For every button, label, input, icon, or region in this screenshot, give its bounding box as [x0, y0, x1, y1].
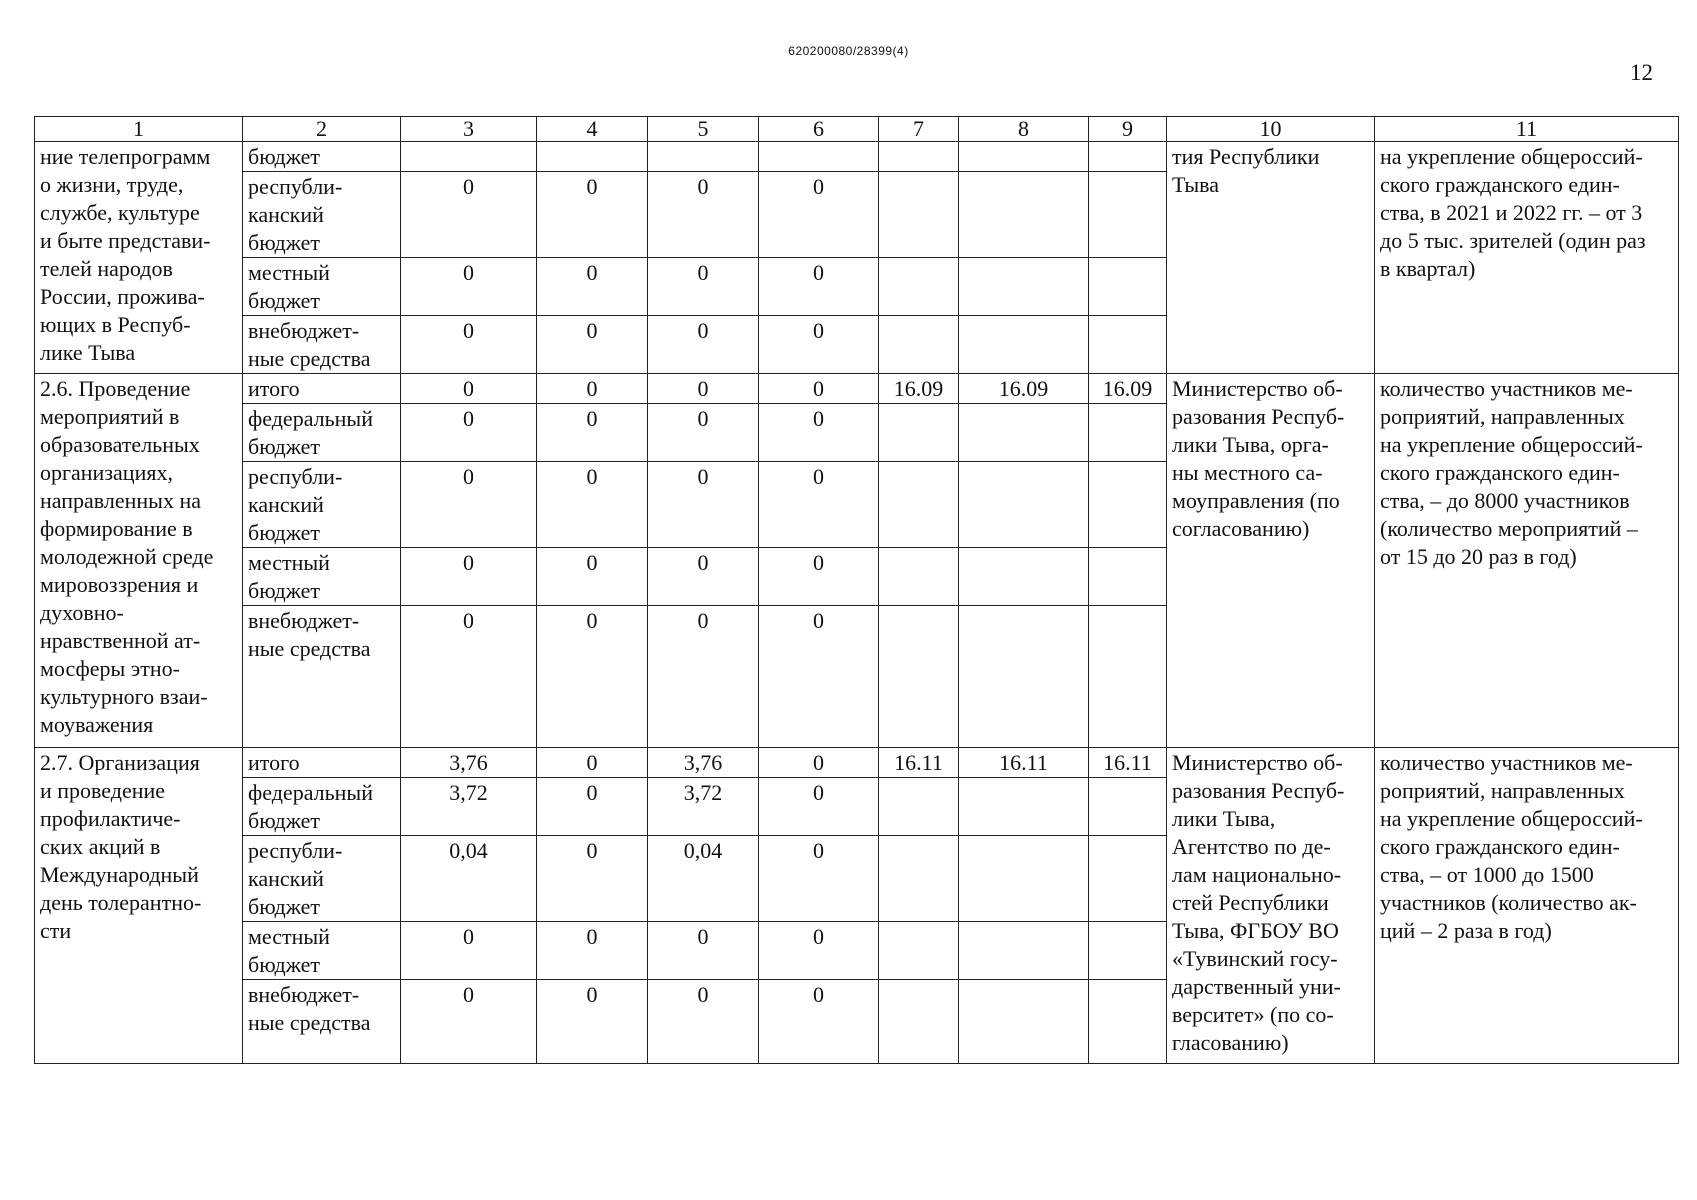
value-cell: 3,72: [648, 778, 759, 836]
value-cell: 0: [401, 606, 537, 748]
column-header-row: [35, 117, 1679, 142]
column-header: 7: [879, 117, 959, 142]
empty-cell: [959, 980, 1089, 1064]
value-cell: 0: [537, 778, 648, 836]
value-cell: 0: [401, 258, 537, 316]
funding-source: итого: [243, 748, 401, 778]
value-cell: 0: [401, 404, 537, 462]
page-number: 12: [1630, 60, 1653, 85]
value-cell: 0: [759, 922, 879, 980]
value-cell: 0: [648, 404, 759, 462]
activity-description: ние телепрограмм о жизни, труде, службе, культуре и быте представи- телей народов России, прожива- ющих в Респуб- лике Тыва: [35, 142, 243, 374]
value-cell: 0: [537, 548, 648, 606]
funding-source: внебюджет- ные средства: [243, 980, 401, 1064]
value-cell: 0: [648, 922, 759, 980]
value-cell: 0: [759, 548, 879, 606]
empty-cell: [879, 316, 959, 374]
empty-cell: [879, 836, 959, 922]
value-cell: 3,76: [648, 748, 759, 778]
value-cell: 0: [401, 172, 537, 258]
column-header: 8: [959, 117, 1089, 142]
program-table: [34, 116, 1679, 1064]
funding-source: республи- канский бюджет: [243, 462, 401, 548]
value-cell: 0: [537, 980, 648, 1064]
target-column-8: 16.09: [959, 374, 1089, 404]
value-cell: 0: [537, 316, 648, 374]
empty-cell: [879, 922, 959, 980]
value-cell: 0: [537, 748, 648, 778]
empty-cell: [1089, 606, 1167, 748]
document-id: 620200080/28399(4): [788, 44, 909, 58]
executor: Министерство об- разования Респуб- лики Тыва, Агентство по де- лам национально- стей Республики Тыва, ФГБОУ ВО «Тувинский госу- дарственный уни- верситет» (по со- гласованию): [1167, 748, 1375, 1064]
indicator: количество участников ме- роприятий, направленных на укрепление общероссий- ского гражданского един- ства, – до 8000 участников (количество мероприятий – от 15 до 20 раз в год): [1375, 374, 1679, 748]
empty-cell: [759, 142, 879, 172]
value-cell: 0: [648, 462, 759, 548]
empty-cell: [879, 172, 959, 258]
value-cell: 0: [537, 404, 648, 462]
value-cell: 0: [759, 980, 879, 1064]
funding-source: федеральный бюджет: [243, 778, 401, 836]
value-cell: 3,72: [401, 778, 537, 836]
activity-description: 2.6. Проведение мероприятий в образовательных организациях, направленных на формирование в молодежной среде мировоззрения и духовно- нравственной ат- мосферы этно- культурного взаи- моуважения: [35, 374, 243, 748]
executor: Министерство об- разования Респуб- лики Тыва, орга- ны местного са- моуправления (по согласованию): [1167, 374, 1375, 748]
empty-cell: [959, 316, 1089, 374]
empty-cell: [1089, 836, 1167, 922]
value-cell: 0: [537, 462, 648, 548]
empty-cell: [959, 922, 1089, 980]
empty-cell: [1089, 172, 1167, 258]
value-cell: 0: [759, 172, 879, 258]
empty-cell: [537, 142, 648, 172]
column-header: 9: [1089, 117, 1167, 142]
value-cell: 0,04: [648, 836, 759, 922]
value-cell: 0: [759, 462, 879, 548]
table-row: [35, 748, 1679, 778]
value-cell: 0: [648, 606, 759, 748]
value-cell: 0: [537, 606, 648, 748]
target-column-7: 16.09: [879, 374, 959, 404]
empty-cell: [879, 548, 959, 606]
value-cell: 0: [759, 404, 879, 462]
empty-cell: [879, 404, 959, 462]
target-column-8: 16.11: [959, 748, 1089, 778]
value-cell: 0: [401, 548, 537, 606]
funding-source: республи- канский бюджет: [243, 836, 401, 922]
value-cell: 0: [648, 980, 759, 1064]
value-cell: 3,76: [401, 748, 537, 778]
empty-cell: [959, 172, 1089, 258]
value-cell: 0: [401, 980, 537, 1064]
column-header: 2: [243, 117, 401, 142]
column-header: 11: [1375, 117, 1679, 142]
table-row: [35, 142, 1679, 172]
indicator: на укрепление общероссий- ского гражданского един- ства, в 2021 и 2022 гг. – от 3 до 5 тыс. зрителей (один раз в квартал): [1375, 142, 1679, 374]
value-cell: 0: [537, 258, 648, 316]
indicator: количество участников ме- роприятий, направленных на укрепление общероссий- ского гражданского един- ства, – от 1000 до 1500 участников (количество ак- ций – 2 раза в год): [1375, 748, 1679, 1064]
empty-cell: [1089, 778, 1167, 836]
empty-cell: [1089, 142, 1167, 172]
funding-source: итого: [243, 374, 401, 404]
value-cell: 0: [537, 374, 648, 404]
funding-source: местный бюджет: [243, 922, 401, 980]
empty-cell: [401, 142, 537, 172]
funding-source: федеральный бюджет: [243, 404, 401, 462]
empty-cell: [1089, 316, 1167, 374]
funding-source: местный бюджет: [243, 258, 401, 316]
empty-cell: [1089, 980, 1167, 1064]
empty-cell: [879, 980, 959, 1064]
empty-cell: [648, 142, 759, 172]
empty-cell: [879, 778, 959, 836]
empty-cell: [959, 462, 1089, 548]
empty-cell: [879, 142, 959, 172]
value-cell: 0: [401, 316, 537, 374]
executor: тия Республики Тыва: [1167, 142, 1375, 374]
empty-cell: [1089, 404, 1167, 462]
value-cell: 0: [759, 606, 879, 748]
column-header: 5: [648, 117, 759, 142]
value-cell: 0: [648, 374, 759, 404]
empty-cell: [959, 836, 1089, 922]
empty-cell: [959, 142, 1089, 172]
value-cell: 0: [648, 172, 759, 258]
funding-source: республи- канский бюджет: [243, 172, 401, 258]
target-column-9: 16.09: [1089, 374, 1167, 404]
value-cell: 0: [537, 172, 648, 258]
column-header: 3: [401, 117, 537, 142]
column-header: 10: [1167, 117, 1375, 142]
value-cell: 0: [759, 748, 879, 778]
activity-description: 2.7. Организация и проведение профилактиче- ских акций в Международный день толерантно- сти: [35, 748, 243, 1064]
empty-cell: [879, 462, 959, 548]
value-cell: 0: [759, 778, 879, 836]
value-cell: 0: [759, 316, 879, 374]
empty-cell: [879, 606, 959, 748]
column-header: 1: [35, 117, 243, 142]
empty-cell: [959, 606, 1089, 748]
value-cell: 0: [648, 316, 759, 374]
value-cell: 0: [401, 922, 537, 980]
empty-cell: [1089, 922, 1167, 980]
empty-cell: [879, 258, 959, 316]
empty-cell: [959, 548, 1089, 606]
empty-cell: [1089, 462, 1167, 548]
empty-cell: [959, 258, 1089, 316]
funding-source: внебюджет- ные средства: [243, 316, 401, 374]
column-header: 6: [759, 117, 879, 142]
empty-cell: [1089, 258, 1167, 316]
target-column-7: 16.11: [879, 748, 959, 778]
column-header: 4: [537, 117, 648, 142]
value-cell: 0: [537, 922, 648, 980]
empty-cell: [959, 778, 1089, 836]
value-cell: 0: [759, 836, 879, 922]
empty-cell: [959, 404, 1089, 462]
value-cell: 0: [401, 374, 537, 404]
value-cell: 0: [648, 258, 759, 316]
funding-source: местный бюджет: [243, 548, 401, 606]
funding-source: бюджет: [243, 142, 401, 172]
value-cell: 0: [401, 462, 537, 548]
value-cell: 0,04: [401, 836, 537, 922]
empty-cell: [1089, 548, 1167, 606]
value-cell: 0: [759, 374, 879, 404]
target-column-9: 16.11: [1089, 748, 1167, 778]
value-cell: 0: [759, 258, 879, 316]
table-row: [35, 374, 1679, 404]
value-cell: 0: [537, 836, 648, 922]
value-cell: 0: [648, 548, 759, 606]
funding-source: внебюджет- ные средства: [243, 606, 401, 748]
